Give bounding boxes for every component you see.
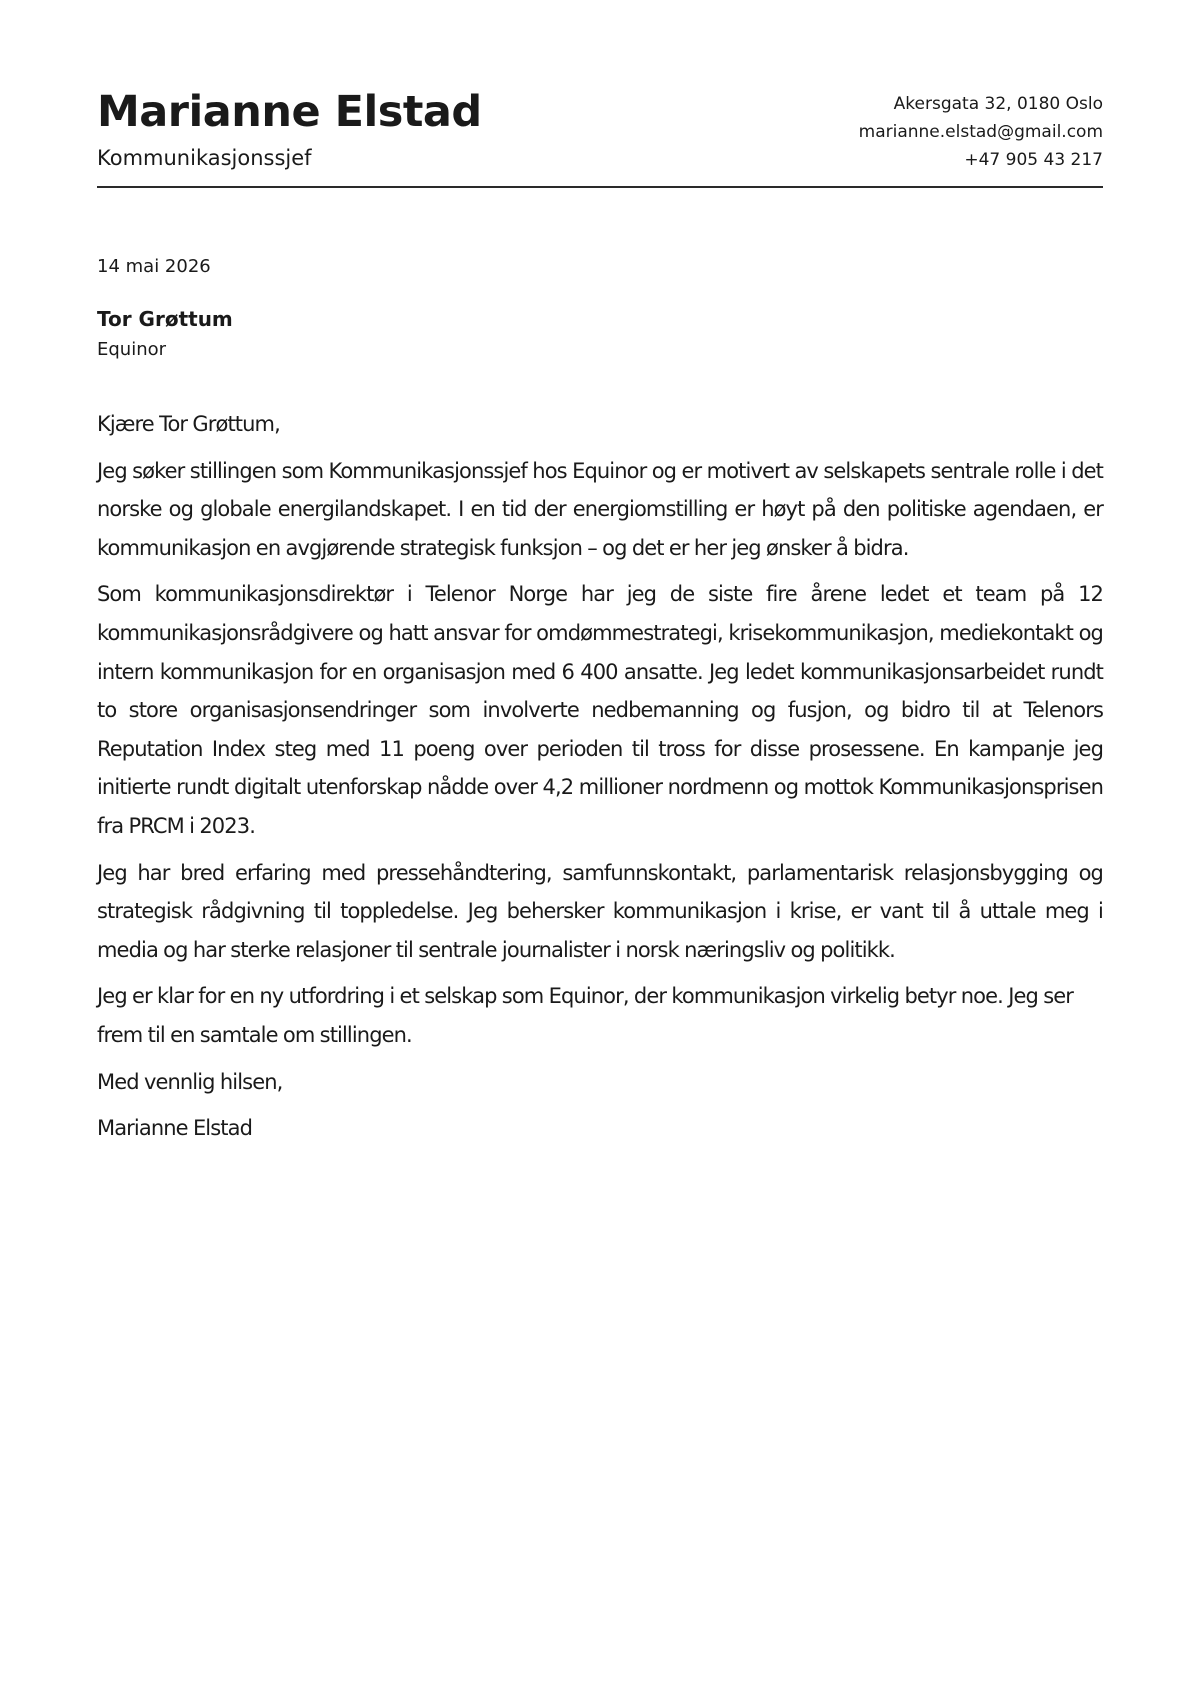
letter-paragraph-2: Som kommunikasjonsdirektør i Telenor Norge har jeg de siste fire årene ledet et team på 12 kommunikasjonsrådgivere og hatt ansvar for omdømmestrategi, krisekommunikasjon, mediekontakt og intern kommunikasjon for en organisasjon med 6 400 ansatte. Jeg ledet kommunikasjonsarbeidet rundt to store organisasjonsendringer som involverte nedbemanning og fusjon, og bidro til at Telenors Reputation Index steg med 11 poeng over perioden til tross for disse prosessene. En kampanje jeg initierte rundt digitalt utenforskap nådde over 4,2 millioner nordmenn og mottok Kommunikasjonsprisen fra PRCM i 2023. [97, 582, 1103, 838]
letter-paragraph-3: Jeg har bred erfaring med pressehåndtering, samfunnskontakt, parlamentarisk relasjonsbygging og strategisk rådgivning til toppledelse. Jeg behersker kommunikasjon i krise, er vant til å uttale meg i media og har sterke relasjoner til sentrale journalister i norsk næringsliv og politikk. [97, 860, 1103, 962]
letter-paragraph-4: Jeg er klar for en ny utfordring i et selskap som Equinor, der kommunikasjon virkelig betyr noe. Jeg ser frem til en samtale om stillingen. [97, 984, 1074, 1047]
cover-letter-page [97, 0, 1103, 1683]
letter-closing: Med vennlig hilsen, [97, 1069, 283, 1094]
sender-phone: +47 905 43 217 [964, 150, 1103, 170]
sender-job-title: Kommunikasjonssjef [97, 146, 312, 170]
letter-signature: Marianne Elstad [97, 1116, 253, 1141]
recipient-company: Equinor [97, 339, 167, 360]
letter-body [97, 405, 1103, 1156]
letter-greeting: Kjære Tor Grøttum, [97, 412, 280, 436]
sender-address: Akersgata 32, 0180 Oslo [893, 94, 1103, 114]
letter-date: 14 mai 2026 [97, 256, 211, 277]
contact-info [859, 90, 1103, 174]
letter-paragraph-1: Jeg søker stillingen som Kommunikasjonssjef hos Equinor og er motivert av selskapets sentrale rolle i det norske og globale energilandskapet. I en tid der energiomstilling er høyt på den politiske agendaen, er kommunikasjon en avgjørende strategisk funksjon – og det er her jeg ønsker å bidra. [97, 458, 1103, 560]
sender-email: marianne.elstad@gmail.com [858, 122, 1103, 142]
recipient-name: Tor Grøttum [97, 307, 233, 331]
recipient-block [97, 304, 233, 366]
letter-header [97, 84, 1103, 188]
sender-name: Marianne Elstad [97, 87, 482, 137]
